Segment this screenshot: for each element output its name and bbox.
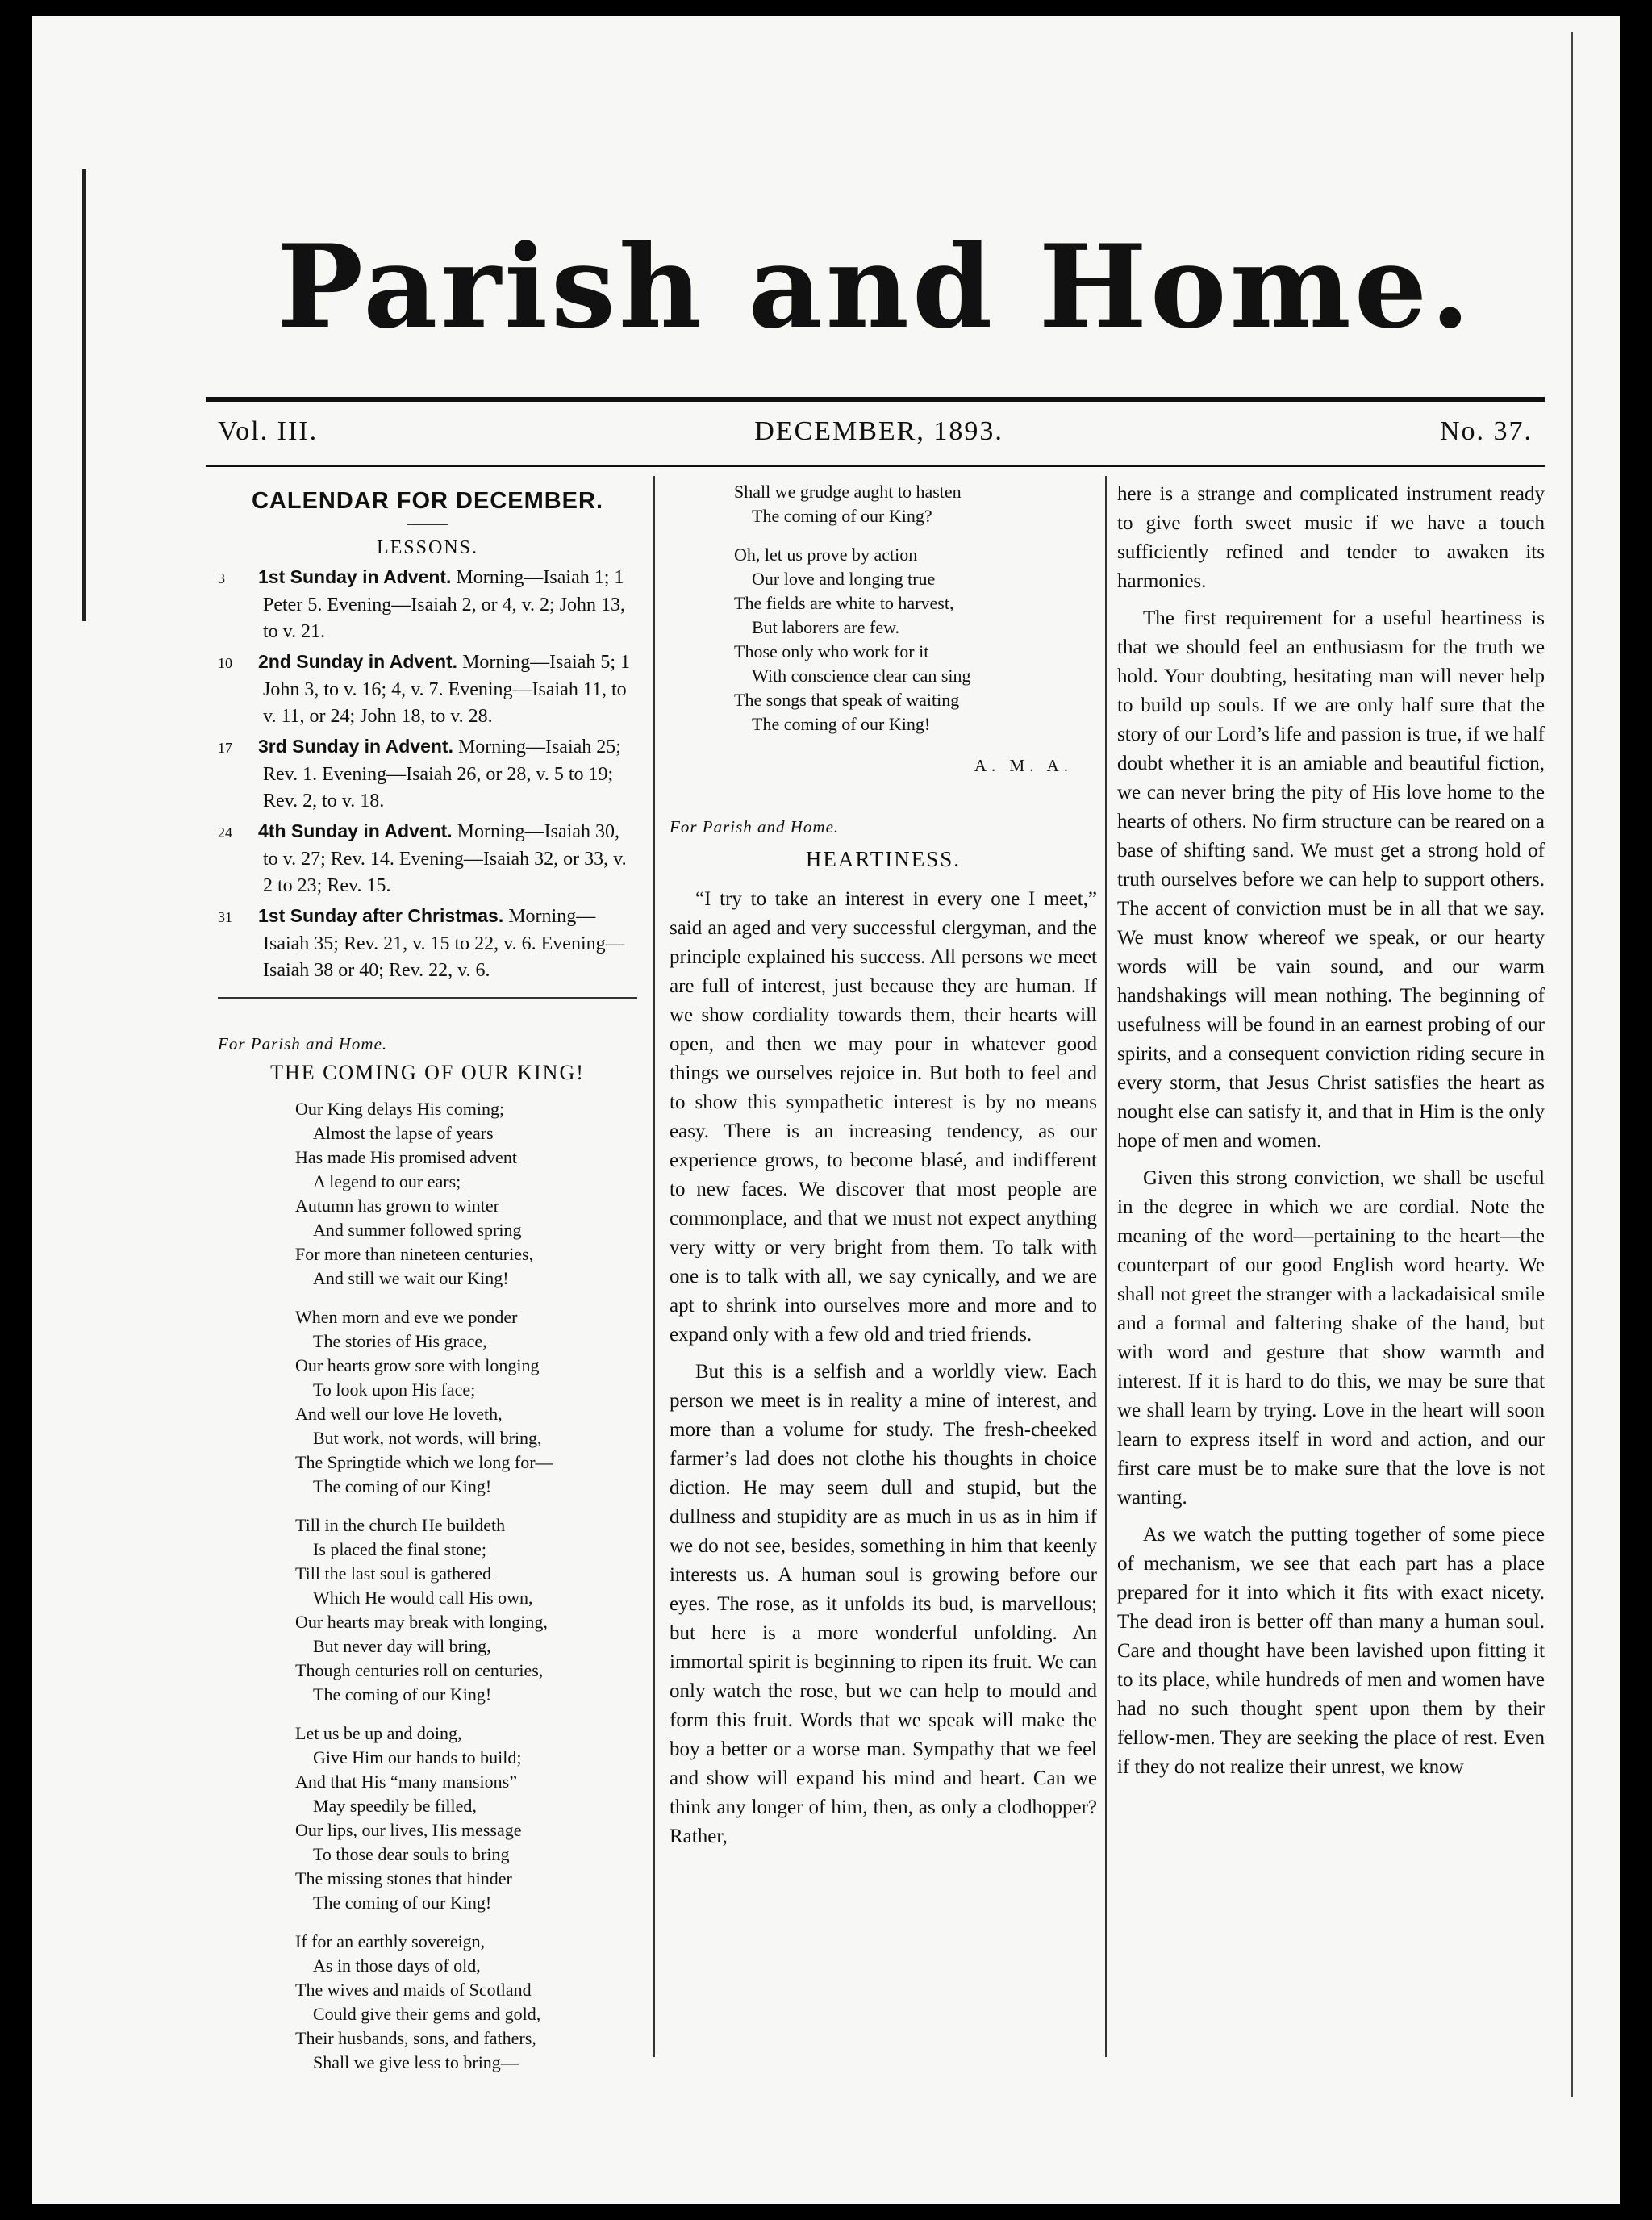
issue-number: No. 37. bbox=[1439, 416, 1533, 446]
column-middle bbox=[670, 480, 1097, 1859]
volume-label: Vol. III. bbox=[218, 416, 319, 446]
article-paragraph: “I try to take an interest in every one I meet,” said an aged and very successful clergyman, and the principle explained his success. All persons we meet are full of interest, just because they are human. If we show cordiality towards them, their hearts will open, and then we may pour in whatever good things we ourselves rejoice in. But both to feel and to show this sympathetic interest is by no means easy. There is an increasing tendency, as our experience grows, to become blasé, and indifferent to new faces. We discover that most people are commonplace, and that we must not expect anything very witty or very bright from them. To talk with one is to talk with all, we say cynically, and we are apt to shrink into ourselves more and more and to expand only with a few old and tried friends. bbox=[670, 888, 1097, 1346]
poem-stanza: When morn and eve we ponder The stories of His grace, Our hearts grow sore with longing To look upon His face; And well our love He loveth, But work, not words, will bring, The Springtide which we long for— The coming of our King! bbox=[295, 1307, 553, 1496]
lessons-heading: LESSONS. bbox=[376, 537, 479, 558]
article-paragraph: But this is a selfish and a worldly view. Each person we meet is in reality a mine of interest, and more than a volume for study. The fresh-cheeked farmer’s lad does not clothe his thoughts in choice diction. He may seem dull and stupid, but the dullness and stupidity are as much in us as in him if we do not see, besides, something in him that keenly interests us. A human soul is growing before our eyes. The rose, as it unfolds its bud, is marvellous; but here is a more wonderful unfolding. An immortal spirit is beginning to ripen its fruit. We can only watch the rose, but we can help to mould and form this fruit. Words that we speak will make the boy a better or a worse man. Sympathy that we feel and show will expand his mind and heart. Can we think any longer of him, then, as only a clodhopper? Rather, bbox=[670, 1361, 1097, 1847]
column-divider bbox=[653, 476, 655, 2057]
calendar-title: CALENDAR FOR DECEMBER. bbox=[251, 488, 604, 514]
article-paragraph: As we watch the putting together of some piece of mechanism, we see that each part has a place prepared for it into which it fits with exact nicety. The dead iron is better off than many a human soul. Care and thought have been lavished upon fitting it to its place, while hundreds of men and women have had no such thought spent upon them by their fellow-men. They are seeking the place of rest. Even if they do not realize their unrest, we know bbox=[1117, 1524, 1545, 1778]
article-credit: For Parish and Home. bbox=[670, 817, 840, 837]
poem-title: THE COMING OF OUR KING! bbox=[270, 1061, 585, 1084]
column-divider bbox=[1105, 476, 1107, 2057]
poem-stanza: Our King delays His coming; Almost the lapse of years Has made His promised advent A legend to our ears; Autumn has grown to winter And summer followed spring For more than nineteen centuries, And still we wait our King! bbox=[295, 1099, 534, 1288]
page-edge-shadow bbox=[1571, 32, 1573, 2097]
poem-credit: For Parish and Home. bbox=[218, 1034, 388, 1054]
issue-line bbox=[218, 416, 1533, 457]
calendar-entry: 10 2nd Sunday in Advent. Morning—Isaiah 5; 1 John 3, to v. 16; 4, v. 7. Evening—Isaiah 11, to v. 11, or 24; John 18, to v. 28. bbox=[218, 651, 631, 727]
page-edge-shadow bbox=[82, 169, 86, 621]
article-title: HEARTINESS. bbox=[805, 847, 962, 871]
column-right bbox=[1117, 480, 1545, 1790]
poem-stanza: Oh, let us prove by action Our love and longing true The fields are white to harvest, But laborers are few. Those only who work for it With conscience clear can sing The songs that speak of waiting The coming of our King! bbox=[734, 545, 971, 734]
poem-stanza: Till in the church He buildeth Is placed the final stone; Till the last soul is gathered Which He would call His own, Our hearts may break with longing, But never day will bring, Though centuries roll on centuries, The coming of our King! bbox=[295, 1515, 548, 1705]
masthead-title: Parish and Home. bbox=[277, 220, 1474, 354]
divider bbox=[218, 997, 637, 999]
masthead-rule bbox=[206, 397, 1545, 402]
issue-date: DECEMBER, 1893. bbox=[754, 416, 1003, 446]
poem-stanza: If for an earthly sovereign, As in those days of old, The wives and maids of Scotland Could give their gems and gold, Their husbands, sons, and fathers, Shall we give less to bring— bbox=[295, 1931, 541, 2072]
calendar-entry: 31 1st Sunday after Christmas. Morning—Isaiah 35; Rev. 21, v. 15 to 22, v. 6. Evening—Isaiah 38 or 40; Rev. 22, v. 6. bbox=[218, 905, 625, 981]
poem-stanza: Let us be up and doing, Give Him our hands to build; And that His “many mansions” May speedily be filled, Our lips, our lives, His message To those dear souls to bring The missing stones that hinder The coming of our King! bbox=[295, 1723, 522, 1913]
column-left bbox=[218, 480, 637, 2089]
poem-stanza: Shall we grudge aught to hasten The coming of our King? bbox=[734, 482, 962, 526]
calendar-entry: 17 3rd Sunday in Advent. Morning—Isaiah 25; Rev. 1. Evening—Isaiah 26, or 28, v. 5 to 19; Rev. 2, to v. 18. bbox=[218, 736, 621, 812]
newspaper-page bbox=[32, 16, 1620, 2204]
divider bbox=[407, 524, 448, 525]
poem-signature: A. M. A. bbox=[974, 756, 1073, 775]
article-paragraph: here is a strange and complicated instrument ready to give forth sweet music if we have a touch sufficiently refined and tender to awaken its harmonies. bbox=[1117, 483, 1545, 592]
calendar-entry: 3 1st Sunday in Advent. Morning—Isaiah 1; 1 Peter 5. Evening—Isaiah 2, or 4, v. 2; John 13, to v. 21. bbox=[218, 566, 626, 642]
article-paragraph: Given this strong conviction, we shall be useful in the degree in which we are cordial. Note the meaning of the word—pertaining to the heart—the counterpart of our good English word hearty. We shall not greet the stranger with a lackadaisical smile and a formal and faltering shake of the hand, but with word and gesture that show warmth and interest. If it is hard to do this, we may be sure that we shall learn by trying. Love in the heart will soon learn to express itself in word and action, and our first care must be to make sure that the love is not wanting. bbox=[1117, 1167, 1545, 1509]
calendar-entry: 24 4th Sunday in Advent. Morning—Isaiah 30, to v. 27; Rev. 14. Evening—Isaiah 32, or 33, v. 2 to 23; Rev. 15. bbox=[218, 820, 627, 896]
issue-rule bbox=[206, 465, 1545, 467]
article-paragraph: The first requirement for a useful heartiness is that we should feel an enthusiasm for the truth we hold. Your doubting, hesitating man will never help to build up souls. If we are only half sure that the story of our Lord’s life and passion is true, if we half doubt whether it is an amiable and beautiful fiction, we can never bring the pity of His love home to the hearts of others. No firm structure can be reared on a base of shifting sand. We must get a strong hold of truth ourselves before we can help to support others. The accent of conviction must be in all that we say. We must know whereof we speak, or our hearty words will be vain sound, and our warm handshakings will mean nothing. The beginning of usefulness will be found in an earnest probing of our spirits, and a consequent conviction riding secure in every storm, that Jesus Christ satisfies the heart as nought else can satisfy it, and that in Him is the only hope of men and women. bbox=[1117, 607, 1545, 1152]
